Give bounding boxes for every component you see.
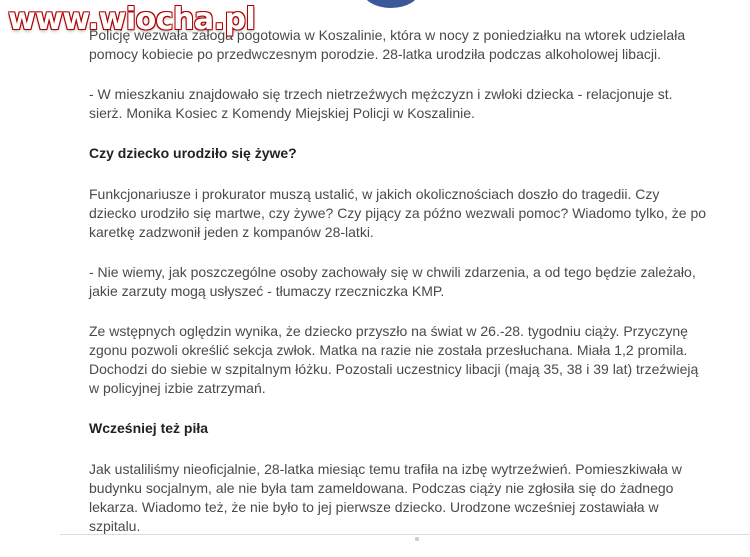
article-body — [89, 26, 709, 557]
article-subheading: Wcześniej też piła — [89, 420, 209, 436]
site-watermark: www.wiocha.pl — [8, 2, 256, 37]
article-subheading: Czy dziecko urodziło się żywe? — [89, 145, 297, 161]
facebook-share-circle-icon[interactable] — [362, 0, 420, 8]
article-paragraph: Funkcjonariusze i prokurator muszą ustalić, w jakich okolicznościach doszło do tragedii. Czy dziecko urodziło się martwe, czy żywe? Czy pijący za późno wezwali pomoc? Wiadomo tylko, że po karetkę zadzwonił jeden z kompanów 28-latki. — [89, 186, 707, 240]
article-paragraph-quote: - W mieszkaniu znajdowało się trzech nietrzeźwych mężczyzn i zwłoki dziecka - relacjonuje st. sierż. Monika Kosiec z Komendy Miejskiej Policji w Koszalinie. — [89, 86, 673, 121]
article-paragraph: Policję wezwała załoga pogotowia w Koszalinie, która w nocy z poniedziałku na wtorek udzielała pomocy kobiecie po przedwczesnym porodzie. 28-latka urodziła podczas alkoholowej libacji. — [89, 27, 686, 62]
article-paragraph-quote: - Nie wiemy, jak poszczególne osoby zachowały się w chwili zdarzenia, a od tego będzie zależało, jakie zarzuty mogą usłyszeć - tłumaczy rzeczniczka KMP. — [89, 264, 696, 299]
article-paragraph: Jak ustaliliśmy nieoficjalnie, 28-latka miesiąc temu trafiła na izbę wytrzeźwień. Pomieszkiwała w budynku socjalnym, ale nie była tam zameldowana. Podczas ciąży nie zgłosiła się do żadnego lekarza. Wiadomo też, że nie było to jej pierwsze dziecko. Urodzone wcześniej zostawiała w szpitalu. — [89, 461, 682, 534]
article-paragraph: Ze wstępnych oględzin wynika, że dziecko przyszło na świat w 26.-28. tygodniu ciąży. Przyczynę zgonu pozwoli określić sekcja zwłok. Matka na razie nie została przesłuchana. Miała 1,2 promila. Dochodzi do siebie w szpitalnym łóżku. Pozostali uczestnicy libacji (mają 35, 38 i 39 lat) trzeźwieją w policyjnej izbie zatrzymań. — [89, 323, 699, 396]
